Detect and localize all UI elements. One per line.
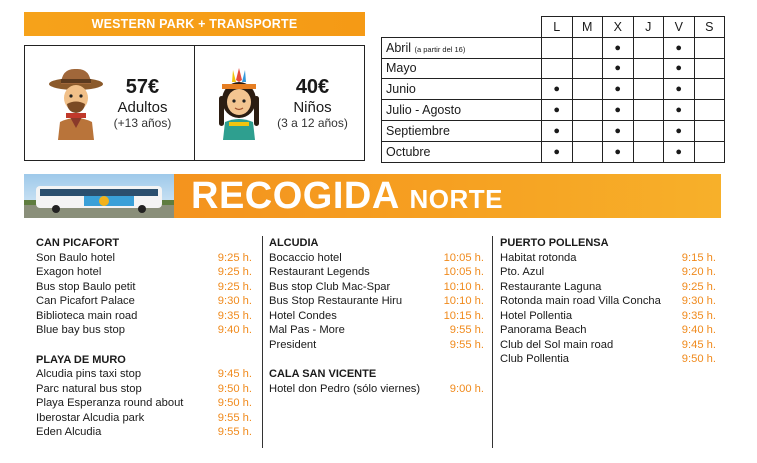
stop-time: 9:50 h. [681, 353, 716, 365]
month-name: Octubre [386, 144, 431, 159]
stop-row [269, 280, 484, 295]
stop-time: 9:00 h. [449, 382, 484, 395]
stop-row [36, 382, 252, 397]
stop-time: 9:55 h. [217, 411, 252, 424]
stop-name: Hotel Pollentia [500, 309, 573, 322]
stop-row [500, 251, 716, 266]
stop-name: Blue bay bus stop [36, 324, 125, 336]
day-cell: ● [603, 120, 634, 141]
stop-name: Eden Alcudia [36, 426, 102, 438]
day-cell [542, 58, 573, 79]
stop-time: 9:30 h. [681, 295, 716, 307]
stop-time: 9:50 h. [217, 382, 252, 395]
stop-time: 9:30 h. [217, 295, 252, 307]
month-name: Junio [386, 82, 416, 97]
stop-row [36, 411, 252, 426]
stop-group-title: CAN PICAFORT [36, 237, 120, 249]
stop-time: 10:05 h. [443, 266, 484, 278]
stop-row [36, 323, 252, 338]
stop-name: Biblioteca main road [36, 309, 138, 322]
stop-time: 9:20 h. [681, 266, 716, 278]
stop-row [269, 338, 484, 353]
month-cell [382, 37, 542, 58]
day-cell: ● [542, 79, 573, 100]
stop-time: 9:25 h. [217, 280, 252, 293]
stop-name: Can Picafort Palace [36, 295, 135, 307]
schedule-row [382, 79, 725, 100]
day-cell: ● [603, 37, 634, 58]
day-cell [694, 100, 725, 121]
day-cell: ● [664, 79, 695, 100]
stop-row [500, 280, 716, 295]
stop-name: Panorama Beach [500, 324, 587, 336]
stop-time: 10:15 h. [443, 309, 484, 322]
stop-time: 9:55 h. [449, 338, 484, 351]
day-cell [633, 58, 664, 79]
day-cell: ● [664, 141, 695, 162]
day-cell: ● [664, 100, 695, 121]
day-cell: ● [664, 58, 695, 79]
banner-title-sub: NORTE [409, 184, 503, 214]
stop-row [36, 309, 252, 324]
stop-row [500, 323, 716, 338]
stop-group-title: PLAYA DE MURO [36, 353, 126, 366]
schedule-table [381, 16, 725, 163]
day-cell [572, 120, 603, 141]
stop-row [269, 309, 484, 324]
day-header: S [694, 17, 725, 38]
stop-time: 9:25 h. [217, 266, 252, 278]
stop-name: Bus stop Club Mac-Spar [269, 280, 391, 293]
day-cell: ● [603, 79, 634, 100]
stop-row [500, 352, 716, 367]
price-header: WESTERN PARK + TRANSPORTE [24, 12, 365, 36]
schedule-corner [382, 17, 542, 38]
day-cell [572, 58, 603, 79]
stop-row [36, 265, 252, 280]
stop-time: 9:25 h. [217, 251, 252, 264]
child-price [194, 46, 364, 160]
day-cell [633, 141, 664, 162]
month-name: Septiembre [386, 123, 450, 138]
month-name: Julio - Agosto [386, 103, 462, 118]
stop-row [269, 251, 484, 266]
stop-name: Parc natural bus stop [36, 382, 142, 395]
day-cell [633, 100, 664, 121]
stop-row [269, 294, 484, 309]
stop-time: 10:10 h. [443, 280, 484, 293]
day-header: V [664, 17, 695, 38]
stop-time: 10:10 h. [443, 295, 484, 307]
day-cell [572, 37, 603, 58]
stop-time: 9:40 h. [217, 324, 252, 336]
cowboy-avatar-icon [48, 66, 104, 140]
stop-row [36, 396, 252, 411]
adult-price-label: Adultos [117, 99, 168, 117]
month-cell [382, 100, 542, 121]
stop-name: Iberostar Alcudia park [36, 411, 145, 424]
banner-title-main: RECOGIDA [191, 175, 399, 217]
stop-group [36, 353, 252, 440]
stop-time: 10:05 h. [443, 251, 484, 264]
day-cell: ● [603, 100, 634, 121]
child-price-amount: 40€ [295, 76, 330, 99]
stops-column-2 [262, 236, 484, 448]
stop-row [500, 309, 716, 324]
stop-name: Bus stop Baulo petit [36, 280, 136, 293]
stop-name: Club del Sol main road [500, 338, 614, 351]
child-price-label: Niños [293, 99, 332, 117]
day-cell [694, 141, 725, 162]
native-child-avatar-icon [211, 66, 267, 140]
stop-time: 9:25 h. [681, 280, 716, 293]
stop-row [36, 251, 252, 266]
stop-name: Habitat rotonda [500, 251, 577, 264]
adult-price-age: (+13 años) [113, 115, 172, 130]
stop-time: 9:55 h. [217, 426, 252, 438]
stop-name: Bus Stop Restaurante Hiru [269, 295, 403, 307]
day-header: L [542, 17, 573, 38]
stop-row [269, 265, 484, 280]
month-note: (a partir del 16) [414, 44, 466, 54]
schedule-row [382, 37, 725, 58]
month-name: Abril [386, 40, 412, 55]
day-cell: ● [603, 58, 634, 79]
stop-row [36, 425, 252, 440]
schedule-row [382, 120, 725, 141]
stop-group [500, 236, 716, 367]
day-header: X [603, 17, 634, 38]
stop-row [500, 338, 716, 353]
day-cell [633, 79, 664, 100]
stop-row [36, 294, 252, 309]
stop-time: 9:15 h. [681, 251, 716, 264]
stop-time: 9:45 h. [681, 338, 716, 351]
pickup-banner [24, 174, 721, 218]
day-cell [542, 37, 573, 58]
day-cell: ● [542, 120, 573, 141]
stop-group [36, 236, 252, 338]
stop-time: 9:55 h. [449, 324, 484, 336]
stop-name: Pto. Azul [500, 266, 545, 278]
stop-name: Exagon hotel [36, 266, 102, 278]
month-cell [382, 79, 542, 100]
stop-group-title: PUERTO POLLENSA [500, 237, 609, 249]
stop-name: Hotel don Pedro (sólo viernes) [269, 382, 421, 395]
stop-group-title: ALCUDIA [269, 237, 319, 249]
tour-bus-photo [24, 174, 174, 218]
stop-name: Son Baulo hotel [36, 251, 115, 264]
stop-row [500, 294, 716, 309]
adult-price [25, 46, 194, 160]
stop-group [269, 367, 484, 396]
stop-name: Playa Esperanza round about [36, 397, 184, 409]
day-header: M [572, 17, 603, 38]
stop-group-title: CALA SAN VICENTE [269, 368, 377, 380]
day-cell [633, 37, 664, 58]
day-cell [694, 120, 725, 141]
stop-row [36, 367, 252, 382]
stop-time: 9:35 h. [681, 309, 716, 322]
month-cell [382, 120, 542, 141]
stop-name: Club Pollentia [500, 353, 570, 365]
day-cell: ● [664, 120, 695, 141]
day-cell [572, 100, 603, 121]
day-header: J [633, 17, 664, 38]
banner-title [191, 176, 503, 218]
stop-name: Restaurant Legends [269, 266, 370, 278]
day-cell [572, 79, 603, 100]
day-cell: ● [603, 141, 634, 162]
month-name: Mayo [386, 61, 417, 76]
day-cell: ● [542, 100, 573, 121]
day-cell [694, 79, 725, 100]
stop-name: Mal Pas - More [269, 324, 345, 336]
stop-name: Rotonda main road Villa Concha [500, 295, 661, 307]
price-box [24, 45, 365, 161]
stop-row [500, 265, 716, 280]
stop-row [36, 280, 252, 295]
stop-row [269, 323, 484, 338]
day-cell [694, 58, 725, 79]
day-cell [572, 141, 603, 162]
stops-column-3 [492, 236, 716, 448]
stop-name: Hotel Condes [269, 309, 337, 322]
stops-column-1 [36, 236, 252, 448]
stop-time: 9:50 h. [217, 397, 252, 409]
stop-time: 9:35 h. [217, 309, 252, 322]
day-cell: ● [664, 37, 695, 58]
schedule-row [382, 58, 725, 79]
month-cell [382, 58, 542, 79]
adult-price-amount: 57€ [125, 76, 160, 99]
stop-time: 9:40 h. [681, 324, 716, 336]
day-cell [633, 120, 664, 141]
day-cell [694, 37, 725, 58]
stop-name: President [269, 338, 317, 351]
stop-name: Alcudia pins taxi stop [36, 368, 142, 380]
month-cell [382, 141, 542, 162]
schedule-header-row [382, 17, 725, 38]
schedule-row [382, 100, 725, 121]
schedule-row [382, 141, 725, 162]
stop-name: Restaurante Laguna [500, 280, 602, 293]
stop-group [269, 236, 484, 352]
stop-name: Bocaccio hotel [269, 251, 342, 264]
stop-time: 9:45 h. [217, 368, 252, 380]
stop-row [269, 382, 484, 397]
child-price-age: (3 a 12 años) [277, 115, 348, 130]
day-cell: ● [542, 141, 573, 162]
